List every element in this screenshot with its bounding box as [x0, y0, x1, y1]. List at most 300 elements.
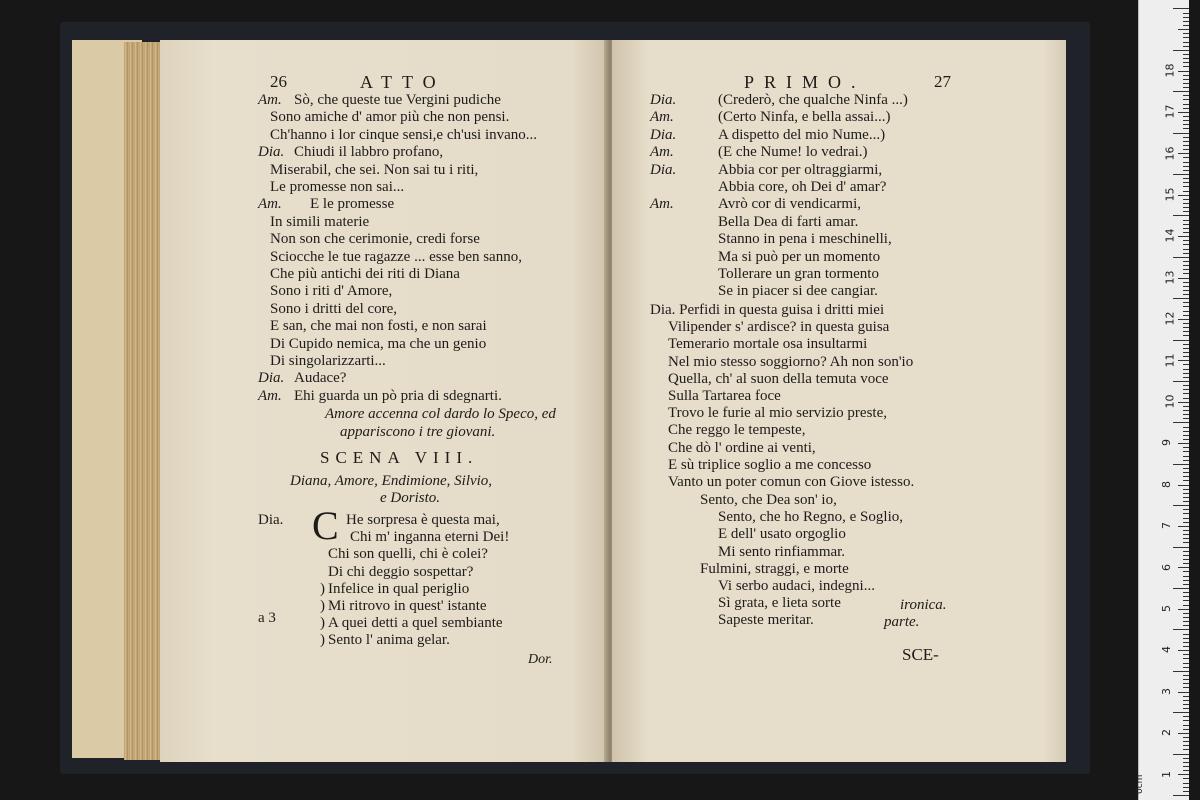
ruler-tick — [1183, 534, 1189, 535]
verse-line: Sono i riti d' Amore, — [270, 283, 393, 300]
ruler-label: 14 — [1163, 228, 1177, 243]
verse-line: Di Cupido nemica, ma che un genio — [270, 335, 487, 352]
ruler-tick — [1183, 302, 1189, 303]
ruler-tick — [1183, 120, 1189, 121]
ruler-tick — [1183, 249, 1189, 250]
verse-line: Sono i dritti del core, — [270, 300, 398, 317]
right-running-header: PRIMO. — [744, 72, 866, 92]
ruler-tick — [1183, 447, 1189, 448]
ruler-tick — [1183, 348, 1189, 349]
ruler-tick — [1183, 696, 1189, 697]
verse-line: Sento, che Dea son' io, — [700, 492, 837, 508]
ruler-tick — [1173, 754, 1189, 755]
ruler-tick — [1173, 340, 1189, 341]
ruler-tick — [1173, 381, 1189, 382]
ruler-tick — [1183, 306, 1189, 307]
speaker-label: Dia. — [650, 161, 677, 178]
verse-line: Le promesse non sai... — [270, 179, 405, 195]
ruler-tick — [1183, 290, 1189, 291]
verse-line: Che reggo le tempeste, — [668, 422, 806, 439]
ruler-tick — [1183, 352, 1189, 353]
ruler-tick — [1178, 278, 1189, 279]
verse-line: Chi m' inganna eterni Dei! — [350, 529, 510, 546]
ruler-tick — [1183, 124, 1189, 125]
ruler-tick — [1183, 555, 1189, 556]
ruler-tick — [1178, 402, 1189, 403]
ruler-tick — [1183, 253, 1189, 254]
ruler-tick — [1173, 298, 1189, 299]
ruler-tick — [1183, 451, 1189, 452]
verse-line: Bella Dea di farti amar. — [718, 213, 859, 230]
ruler-tick — [1183, 116, 1189, 117]
ruler-tick — [1173, 8, 1189, 9]
verse-line: In simili materie — [270, 213, 370, 230]
ruler-tick — [1183, 166, 1189, 167]
ruler-tick — [1178, 112, 1189, 113]
ruler-tick — [1183, 315, 1189, 316]
verse-line: Sì grata, e lieta sorte — [718, 595, 841, 612]
verse-line: A dispetto del mio Nume...) — [718, 126, 886, 143]
ruler-unit: 0cm — [1135, 774, 1145, 794]
ruler-tick — [1183, 46, 1189, 47]
verse-line: E dell' usato orgoglio — [718, 526, 846, 543]
ruler-label: 4 — [1160, 646, 1173, 654]
ruler-tick — [1183, 596, 1189, 597]
ruler-tick — [1183, 398, 1189, 399]
speaker-label: Dia. — [258, 370, 285, 387]
speaker-label: Am. — [258, 387, 282, 404]
ruler-tick — [1183, 21, 1189, 22]
stage-direction-1: Amore accenna col dardo lo Speco, ed — [325, 406, 556, 422]
ruler-tick — [1183, 658, 1189, 659]
ruler-tick — [1183, 25, 1189, 26]
ruler-label: 7 — [1160, 522, 1173, 530]
ruler-tick — [1183, 783, 1189, 784]
ruler-label: 12 — [1163, 311, 1177, 326]
ruler-tick — [1183, 513, 1189, 514]
ruler-tick — [1183, 559, 1189, 560]
ruler-tick — [1183, 745, 1189, 746]
ruler-tick — [1183, 327, 1189, 328]
ruler-tick — [1183, 468, 1189, 469]
ruler-tick — [1183, 323, 1189, 324]
ruler-label: 11 — [1163, 353, 1177, 368]
ruler-tick — [1183, 538, 1189, 539]
ruler-tick — [1183, 141, 1189, 142]
ruler-tick — [1173, 505, 1189, 506]
speaker-label: Am. — [650, 109, 674, 126]
scene-title: SCENA VIII. — [320, 448, 479, 467]
verse-line: Che più antichi dei riti di Diana — [270, 266, 460, 282]
ruler-tick — [1183, 770, 1189, 771]
ruler-tick — [1178, 692, 1189, 693]
verse-line: (Crederò, che qualche Ninfa ...) — [718, 92, 908, 108]
ruler-tick — [1183, 335, 1189, 336]
verse-line: Tollerare un gran tormento — [718, 266, 879, 282]
ruler-tick — [1178, 609, 1189, 610]
ruler-label: 8 — [1160, 480, 1173, 488]
speaker-label: Am. — [650, 196, 674, 213]
ruler-tick — [1183, 634, 1189, 635]
ruler-tick — [1183, 282, 1189, 283]
ruler-tick — [1183, 646, 1189, 647]
ruler-tick — [1183, 170, 1189, 171]
ruler-label: 2 — [1160, 729, 1173, 737]
ruler-tick — [1173, 795, 1189, 796]
ruler-tick — [1183, 244, 1189, 245]
ruler-tick — [1173, 174, 1189, 175]
ruler-tick — [1183, 224, 1189, 225]
ruler-tick — [1183, 435, 1189, 436]
ruler-tick — [1178, 443, 1189, 444]
ruler-tick — [1183, 472, 1189, 473]
ruler-tick — [1183, 522, 1189, 523]
verse-line: Di chi deggio sospettar? — [328, 563, 474, 580]
verse-line: Di singolarizzarti... — [270, 353, 386, 369]
ruler-tick — [1183, 75, 1189, 76]
verse-line: (Certo Ninfa, e bella assai...) — [718, 109, 891, 126]
ruler-tick — [1183, 418, 1189, 419]
ruler-tick — [1173, 91, 1189, 92]
ruler-tick — [1183, 675, 1189, 676]
ruler-tick — [1183, 13, 1189, 14]
ruler-tick — [1183, 638, 1189, 639]
ruler-tick — [1173, 588, 1189, 589]
ruler-tick — [1183, 286, 1189, 287]
ruler-tick — [1183, 580, 1189, 581]
verse-line: Abbia cor per oltraggiarmi, — [718, 161, 883, 178]
left-page — [160, 40, 608, 762]
verse-line: Trovo le furie al mio servizio preste, — [668, 405, 887, 422]
ruler-tick — [1183, 762, 1189, 763]
ruler-label: 10 — [1163, 394, 1177, 409]
ruler-tick — [1178, 195, 1189, 196]
scene-characters-2: e Doristo. — [380, 490, 440, 506]
ruler-label: 3 — [1160, 687, 1173, 695]
ruler-tick — [1183, 737, 1189, 738]
ruler-tick — [1183, 311, 1189, 312]
ruler-tick — [1183, 518, 1189, 519]
ruler-tick — [1183, 584, 1189, 585]
ruler-tick — [1173, 629, 1189, 630]
ruler-tick — [1183, 571, 1189, 572]
parenthesis-mark: ) — [320, 632, 325, 649]
ruler-tick — [1183, 497, 1189, 498]
verse-line: Temerario mortale osa insultarmi — [668, 336, 868, 353]
ruler-tick — [1183, 563, 1189, 564]
ruler-tick — [1183, 654, 1189, 655]
ruler-tick — [1178, 71, 1189, 72]
scene-speaker: Dia. — [258, 512, 284, 528]
ruler-tick — [1183, 725, 1189, 726]
ruler-tick — [1183, 261, 1189, 262]
ruler-tick — [1183, 369, 1189, 370]
ruler-tick — [1183, 186, 1189, 187]
ruler-tick — [1183, 199, 1189, 200]
ruler-tick — [1183, 54, 1189, 55]
ruler-tick — [1183, 108, 1189, 109]
speaker-label: Am. — [650, 144, 674, 161]
ruler-tick — [1173, 50, 1189, 51]
ruler-tick — [1183, 625, 1189, 626]
ruler-tick — [1183, 33, 1189, 34]
ruler-tick — [1183, 240, 1189, 241]
verse-line: Vilipender s' ardisce? in questa guisa — [668, 319, 890, 336]
ruler-tick — [1183, 232, 1189, 233]
verse-line: Vanto un poter comun con Giove istesso. — [668, 474, 915, 490]
a3-label: a 3 — [258, 610, 276, 626]
ruler-label: 16 — [1163, 146, 1177, 161]
ruler-tick — [1183, 576, 1189, 577]
ruler-tick — [1183, 617, 1189, 618]
verse-line: Quella, ch' al suon della temuta voce — [668, 370, 889, 387]
verse-line: Abbia core, oh Dei d' amar? — [718, 179, 887, 195]
verse-line: Mi ritrovo in quest' istante — [328, 598, 487, 614]
drop-cap: C — [312, 503, 339, 548]
ruler-tick — [1173, 257, 1189, 258]
ruler-tick — [1183, 406, 1189, 407]
ruler-tick — [1183, 62, 1189, 63]
verse-line: Sò, che queste tue Vergini pudiche — [294, 92, 501, 108]
ruler-tick — [1183, 344, 1189, 345]
parenthesis-mark: ) — [320, 615, 325, 632]
verse-line: Avrò cor di vendicarmi, — [718, 196, 862, 213]
ruler-tick — [1183, 373, 1189, 374]
parenthesis-mark: ) — [320, 598, 325, 614]
stage-direction-2: appariscono i tre giovani. — [340, 424, 496, 440]
verse-line: Sento l' anima gelar. — [328, 632, 450, 649]
ruler-tick — [1183, 228, 1189, 229]
ruler-label: 5 — [1160, 605, 1173, 612]
ruler-tick — [1183, 613, 1189, 614]
ruler-tick — [1183, 95, 1189, 96]
ruler-tick — [1183, 741, 1189, 742]
verse-line: Chi son quelli, chi è colei? — [328, 546, 488, 563]
ruler-tick — [1183, 145, 1189, 146]
ruler-tick — [1183, 220, 1189, 221]
ruler-tick — [1183, 708, 1189, 709]
ruler-tick — [1183, 207, 1189, 208]
ruler-tick — [1183, 203, 1189, 204]
verse-line: Che dò l' ordine ai venti, — [668, 439, 816, 456]
ruler-tick — [1183, 427, 1189, 428]
ruler-tick — [1183, 679, 1189, 680]
ruler-tick — [1178, 153, 1189, 154]
ruler-tick — [1178, 650, 1189, 651]
ruler-tick — [1178, 526, 1189, 527]
ruler-tick — [1183, 269, 1189, 270]
ruler-tick — [1183, 551, 1189, 552]
ruler-tick — [1183, 683, 1189, 684]
ruler-tick — [1183, 642, 1189, 643]
verse-line: E san, che mai non fosti, e non sarai — [270, 318, 487, 335]
ruler-tick — [1183, 182, 1189, 183]
ruler-tick — [1183, 431, 1189, 432]
ruler-tick — [1183, 294, 1189, 295]
ruler-tick — [1183, 530, 1189, 531]
note-ironica: ironica. — [900, 597, 947, 613]
ruler-tick — [1183, 542, 1189, 543]
ruler-tick — [1173, 671, 1189, 672]
left-page-number: 26 — [270, 72, 287, 91]
verse-line: Sapeste meritar. — [718, 612, 814, 629]
ruler-tick — [1183, 592, 1189, 593]
speaker-label: Am. — [258, 196, 282, 213]
ruler-tick — [1183, 720, 1189, 721]
ruler-tick — [1183, 66, 1189, 67]
ruler-tick — [1183, 716, 1189, 717]
ruler-tick — [1183, 758, 1189, 759]
ruler-tick — [1173, 547, 1189, 548]
ruler-tick — [1183, 389, 1189, 390]
ruler-tick — [1183, 439, 1189, 440]
ruler-tick — [1183, 377, 1189, 378]
verse-line: Fulmini, straggi, e morte — [700, 560, 849, 577]
ruler-label: 15 — [1163, 187, 1177, 202]
verse-line: Dia. Perfidi in questa guisa i dritti miei — [650, 302, 885, 318]
ruler-tick — [1183, 778, 1189, 779]
ruler-tick — [1183, 356, 1189, 357]
ruler-tick — [1178, 236, 1189, 237]
ruler-tick — [1183, 385, 1189, 386]
ruler-tick — [1183, 749, 1189, 750]
ruler-label: 18 — [1163, 63, 1177, 78]
right-page-number: 27 — [934, 72, 951, 91]
verse-line: Non son che cerimonie, credi forse — [270, 231, 480, 248]
ruler-tick — [1183, 766, 1189, 767]
ruler-tick — [1183, 364, 1189, 365]
verse-line: Stanno in pena i meschinelli, — [718, 231, 892, 248]
ruler-tick — [1183, 667, 1189, 668]
ruler-tick — [1183, 99, 1189, 100]
ruler-label: 9 — [1160, 439, 1173, 447]
ruler-tick — [1183, 137, 1189, 138]
ruler-tick — [1183, 414, 1189, 415]
ruler-tick — [1183, 211, 1189, 212]
verse-line: Infelice in qual periglio — [328, 580, 470, 597]
ruler-tick — [1178, 774, 1189, 775]
speaker-label: Dia. — [258, 144, 285, 161]
note-parte: parte. — [884, 614, 920, 630]
ruler-tick — [1183, 162, 1189, 163]
ruler-tick — [1183, 79, 1189, 80]
verse-line: Ma si può per un momento — [718, 248, 881, 265]
verse-line: Chiudi il labbro profano, — [294, 144, 444, 161]
ruler-tick — [1183, 509, 1189, 510]
verse-line: A quei detti a quel sembiante — [328, 615, 503, 632]
measurement-ruler — [1135, 0, 1189, 800]
verse-line: Se in piacer si dee cangiar. — [718, 283, 878, 300]
ruler-tick — [1178, 485, 1189, 486]
ruler-tick — [1183, 83, 1189, 84]
ruler-tick — [1183, 700, 1189, 701]
right-catchword: SCE- — [902, 645, 939, 664]
speaker-label: Am. — [258, 92, 282, 108]
ruler-tick — [1173, 712, 1189, 713]
ruler-tick — [1183, 157, 1189, 158]
ruler-label: 13 — [1163, 270, 1177, 285]
ruler-tick — [1178, 360, 1189, 361]
ruler-tick — [1183, 331, 1189, 332]
ruler-tick — [1183, 87, 1189, 88]
verse-line: Sciocche le tue ragazze ... esse ben sanno, — [270, 248, 522, 265]
parenthesis-mark: ) — [320, 580, 325, 597]
ruler-tick — [1183, 501, 1189, 502]
ruler-tick — [1183, 476, 1189, 477]
verse-line: Mi sento rinfiammar. — [718, 543, 846, 560]
ruler-tick — [1178, 567, 1189, 568]
ruler-tick — [1183, 489, 1189, 490]
ruler-tick — [1183, 410, 1189, 411]
ruler-tick — [1183, 456, 1189, 457]
ruler-tick — [1183, 460, 1189, 461]
ruler-label: 1 — [1160, 770, 1173, 778]
scene-characters-1: Diana, Amore, Endimione, Silvio, — [290, 473, 493, 489]
ruler-tick — [1173, 215, 1189, 216]
verse-line: E le promesse — [310, 196, 395, 213]
ruler-tick — [1183, 687, 1189, 688]
ruler-tick — [1183, 704, 1189, 705]
right-page — [612, 40, 1066, 762]
ruler-tick — [1183, 791, 1189, 792]
verse-line: Audace? — [294, 370, 347, 387]
verse-line: Vi serbo audaci, indegni... — [718, 578, 875, 594]
ruler-tick — [1183, 273, 1189, 274]
ruler-tick — [1183, 178, 1189, 179]
left-running-header: ATTO — [360, 72, 446, 92]
ruler-tick — [1183, 493, 1189, 494]
ruler-tick — [1183, 191, 1189, 192]
ruler-tick — [1183, 37, 1189, 38]
verse-line: E sù triplice soglio a me concesso — [668, 456, 872, 473]
ruler-label: 17 — [1163, 104, 1177, 119]
ruler-tick — [1183, 104, 1189, 105]
ruler-tick — [1183, 663, 1189, 664]
ruler-tick — [1183, 787, 1189, 788]
ruler-tick — [1178, 29, 1189, 30]
verse-line: Ch'hanno i lor cinque sensi,e ch'usi invano... — [270, 126, 538, 143]
verse-line: (E che Nume! lo vedrai.) — [718, 144, 868, 161]
ruler-tick — [1178, 733, 1189, 734]
ruler-tick — [1183, 729, 1189, 730]
verse-line: Miserabil, che sei. Non sai tu i riti, — [270, 161, 479, 178]
ruler-tick — [1183, 42, 1189, 43]
ruler-tick — [1173, 422, 1189, 423]
ruler-tick — [1183, 600, 1189, 601]
ruler-tick — [1183, 17, 1189, 18]
ruler-label: 6 — [1160, 563, 1173, 571]
verse-line: Ehi guarda un pò pria di sdegnarti. — [294, 387, 502, 404]
verse-line: Sono amiche d' amor più che non pensi. — [270, 109, 510, 126]
ruler-tick — [1183, 393, 1189, 394]
speaker-label: Dia. — [650, 126, 677, 143]
verse-line: Sulla Tartarea foce — [668, 388, 781, 404]
ruler-tick — [1173, 133, 1189, 134]
ruler-tick — [1183, 58, 1189, 59]
verse-line: He sorpresa è questa mai, — [346, 512, 500, 528]
ruler-tick — [1183, 480, 1189, 481]
ruler-tick — [1183, 265, 1189, 266]
ruler-tick — [1183, 128, 1189, 129]
left-catchword: Dor. — [528, 652, 553, 667]
speaker-label: Dia. — [650, 92, 677, 108]
ruler-tick — [1178, 319, 1189, 320]
ruler-tick — [1183, 149, 1189, 150]
ruler-tick — [1183, 621, 1189, 622]
verse-line: Sento, che ho Regno, e Soglio, — [718, 509, 903, 526]
ruler-tick — [1173, 464, 1189, 465]
verse-line: Nel mio stesso soggiorno? Ah non son'io — [668, 353, 914, 370]
